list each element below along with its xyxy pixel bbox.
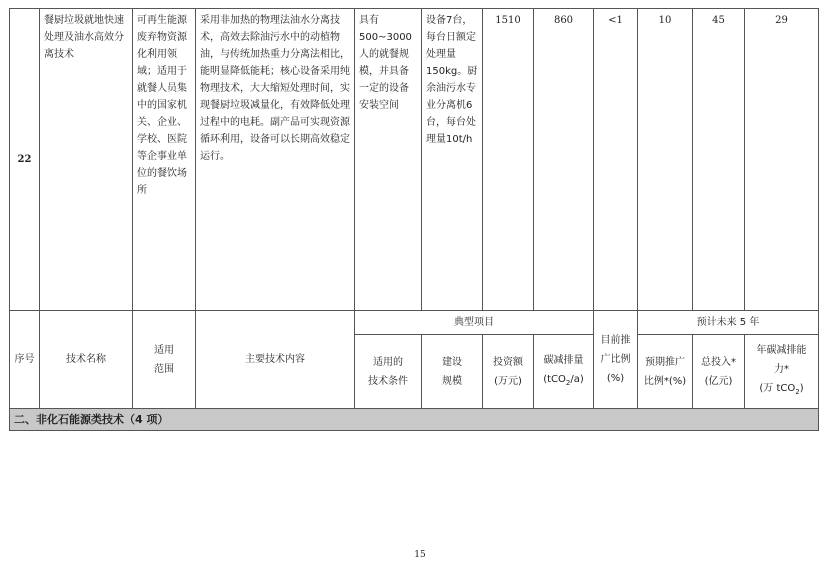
annual-capacity-cell: 29 — [745, 9, 819, 311]
total-investment-cell: 45 — [693, 9, 745, 311]
header-current-ratio-line1: 目前推 — [600, 335, 631, 346]
header-investment-line1: 投资额 — [493, 356, 523, 368]
header-expected-ratio-line1: 预期推广 — [645, 356, 685, 368]
header-scale — [422, 335, 483, 409]
header-typical-project: 典型项目 — [355, 311, 594, 335]
header-scope-line2: 范围 — [154, 363, 174, 375]
section-row — [10, 409, 819, 431]
header-condition — [355, 335, 422, 409]
header-scale-line1: 建设 — [442, 356, 462, 368]
header-reduction — [534, 335, 594, 409]
header-reduction-line2: (tCO$_2$/a) — [543, 373, 584, 387]
technology-table — [9, 8, 819, 431]
header-index: 序号 — [10, 311, 40, 409]
header-scale-line2: 规模 — [442, 375, 462, 387]
header-reduction-line1: 碳减排量 — [543, 354, 584, 366]
header-total-investment — [693, 335, 745, 409]
header-annual-capacity-line2: 力* — [774, 364, 789, 375]
condition-cell: 具有500~3000人的就餐规模，并具备一定的设备安装空间 — [355, 9, 422, 311]
header-annual-capacity-line1: 年碳减排能 — [756, 345, 807, 356]
scale-cell: 设备7台，每台日额定处理量150kg。厨余油污水专业分离机6台，每台处理量10t/h — [422, 9, 483, 311]
header-content: 主要技术内容 — [196, 311, 355, 409]
header-expected-ratio — [638, 335, 693, 409]
table-row-22 — [10, 9, 819, 311]
header-current-ratio-line2: 广比例 — [600, 354, 631, 365]
header-current-ratio-line3: (%) — [606, 373, 625, 384]
reduction-cell: 860 — [534, 9, 594, 311]
row-index: 22 — [10, 9, 40, 311]
header-scope-line1: 适用 — [154, 344, 174, 356]
header-current-ratio — [594, 311, 638, 409]
header-annual-capacity-line3: (万 tCO$_2$) — [759, 383, 804, 396]
investment-cell: 1510 — [483, 9, 534, 311]
expected-ratio-cell: 10 — [638, 9, 693, 311]
header-future: 预计未来 5 年 — [638, 311, 819, 335]
header-annual-capacity — [745, 335, 819, 409]
header-total-investment-line2: (亿元) — [704, 375, 733, 387]
content-cell: 采用非加热的物理法油水分离技术，高效去除油污水中的动植物油，与传统加热重力分离法相比，能明显降低能耗；核心设备采用纯物理技术，大大缩短处理时间，实现餐厨垃圾减量化，有效降低处理过程中的电耗。副产品可实现资源循环利用，设备可以长期高效稳定运行。 — [196, 9, 355, 311]
header-investment-line2: (万元) — [494, 375, 522, 387]
page-number: 15 — [414, 550, 426, 560]
scope-cell: 可再生能源 废弃物资源化利用领域；适用于就餐人员集中的国家机关、企业、学校、医院等企事业单位的餐饮场所 — [133, 9, 196, 311]
header-scope — [133, 311, 196, 409]
section-title: 二、非化石能源类技术（4 项） — [10, 409, 819, 431]
header-row-1 — [10, 311, 819, 335]
header-condition-line1: 适用的 — [373, 356, 403, 368]
header-expected-ratio-line2: 比例*(%) — [643, 375, 687, 387]
tech-name-cell: 餐厨垃圾就地快速处理及油水高效分离技术 — [40, 9, 133, 311]
header-condition-line2: 技术条件 — [368, 375, 408, 387]
header-name: 技术名称 — [40, 311, 133, 409]
header-total-investment-line1: 总投入* — [701, 356, 736, 368]
header-investment — [483, 335, 534, 409]
current-ratio-cell: <1 — [594, 9, 638, 311]
